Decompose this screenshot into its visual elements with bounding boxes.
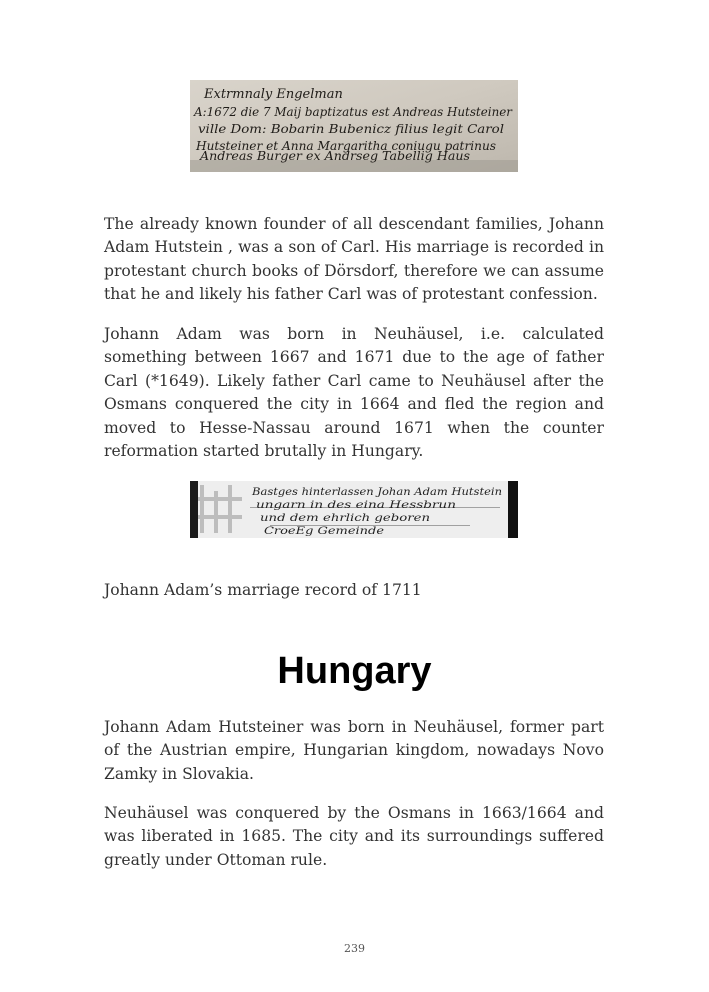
scan-line: A:1672 die 7 Maij baptizatus est Andreas Hutsteiner — [193, 105, 514, 119]
paragraph-founder: The already known founder of all descendant families, Johann Adam Hutstein , was a son of Carl. His marriage is recorded in protestant church books of Dörsdorf, therefore we can assume that he and likely his father Carl was of protestant confession. — [104, 215, 604, 304]
scan-line: ungarn in des eina Hessbrun — [256, 500, 456, 511]
handwritten-scan-icon — [190, 80, 518, 172]
baptism-record-image — [190, 80, 518, 172]
page-number: 239 — [344, 942, 365, 955]
scan-line: Extrmnaly Engelman — [204, 87, 343, 102]
marriage-record-caption: Johann Adam’s marriage record of 1711 — [104, 581, 422, 599]
paragraph-neuhausel-location: Johann Adam Hutsteiner was born in Neuhäusel, former part of the Austrian empire, Hungarian kingdom, nowadays Novo Zamky in Slovakia. — [104, 718, 604, 783]
scan-line: und dem ehrlich geboren — [260, 513, 430, 524]
scan-line: ville Dom: Bobarin Bubenicz filius legit Carol — [198, 122, 505, 136]
paragraph-birth: Johann Adam was born in Neuhäusel, i.e. calculated something between 1667 and 1671 due to the age of father Carl (*1649). Likely father Carl came to Neuhäusel after the Osmans conquered the city in 1664 and fled the region and moved to Hesse-Nassau around 1671 when the counter reformation started brutally in Hungary. — [104, 325, 604, 461]
scan-line: Hutsteiner et Anna Margaritha coniugu patrinus — [194, 139, 497, 153]
marriage-record-image — [190, 481, 518, 538]
scan-line: Bastges hinterlassen Johan Adam Hutstein — [250, 486, 503, 498]
paragraph-ottoman-rule: Neuhäusel was conquered by the Osmans in 1663/1664 and was liberated in 1685. The city and its surroundings suffered greatly under Ottoman rule. — [104, 804, 604, 869]
scan-line: CroeEg Gemeinde — [264, 526, 385, 537]
handwritten-scan-icon — [190, 481, 518, 538]
scan-line: Andreas Burger ex Andrseg Tabellig Haus — [198, 149, 470, 163]
section-heading: Hungary — [277, 650, 432, 692]
